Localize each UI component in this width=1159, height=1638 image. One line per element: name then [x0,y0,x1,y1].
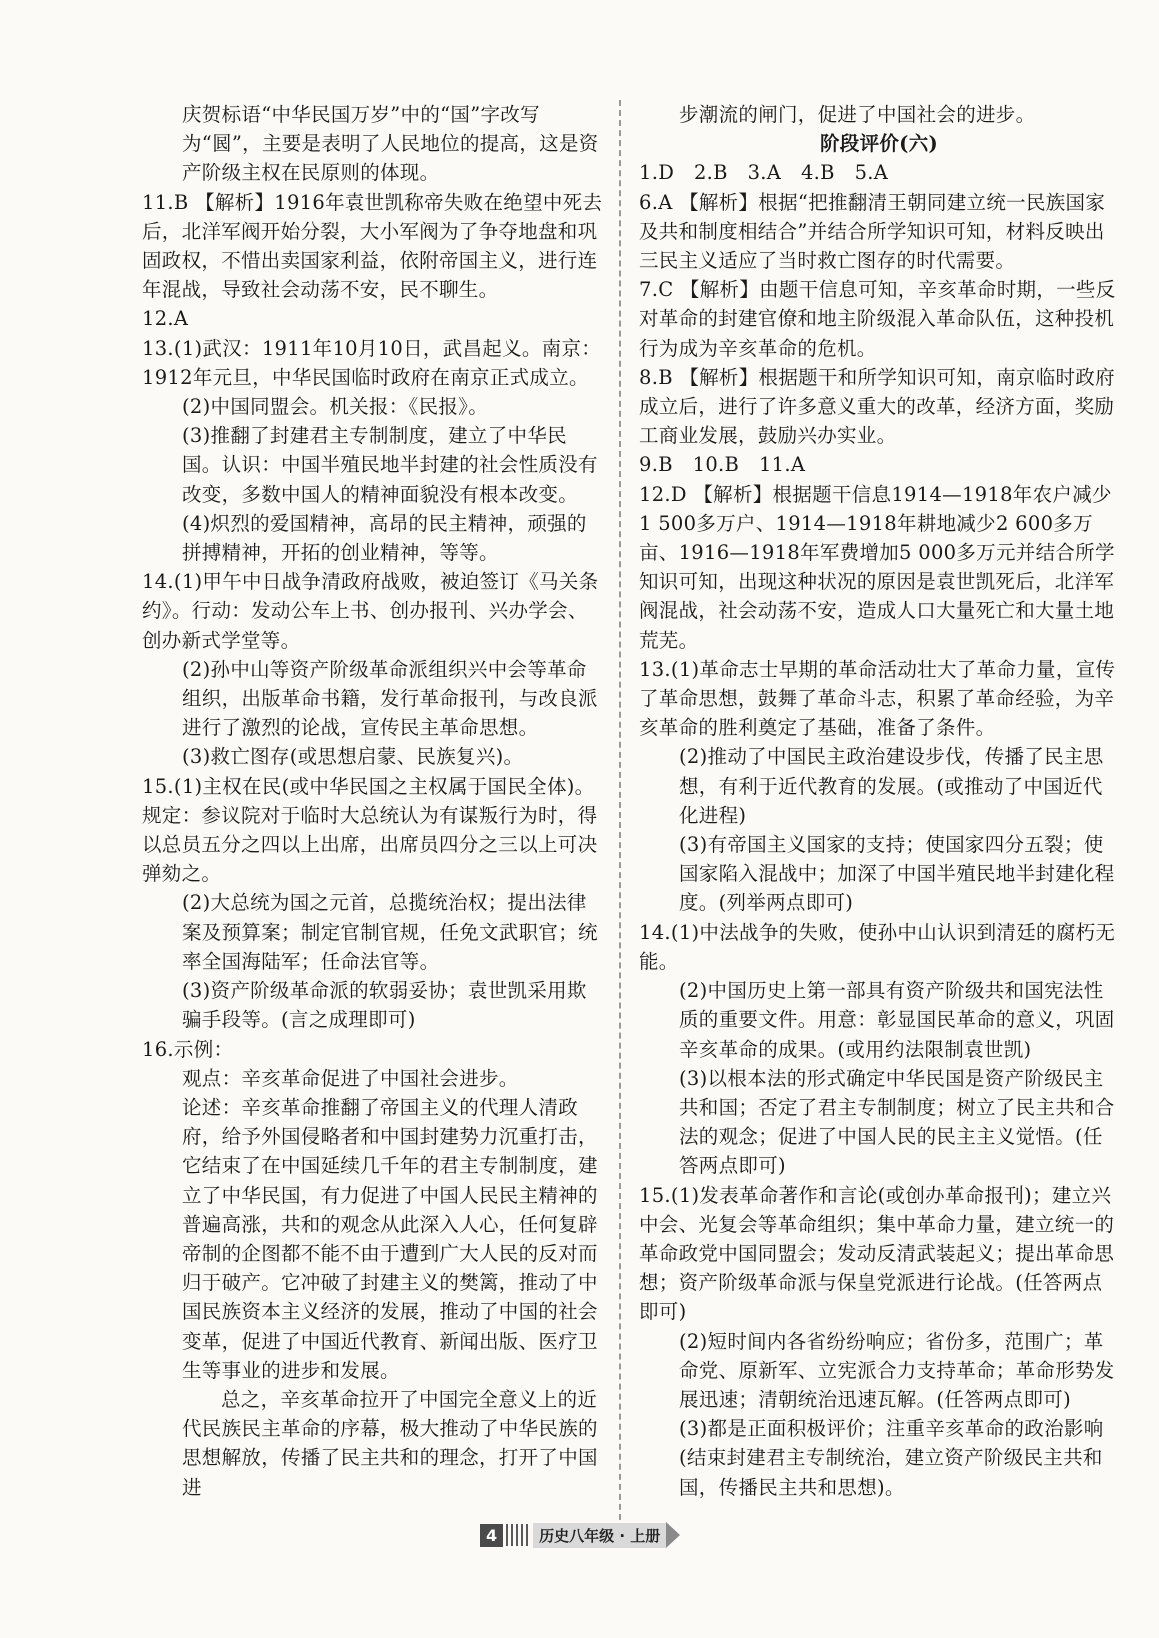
answer-paragraph: (3)都是正面积极评价；注重辛亥革命的政治影响(结束封建君主专制统治，建立资产阶级民主共和国，传播民主共和思想)。 [679,1417,1104,1499]
answer-paragraph: 8.B 【解析】根据题干和所学知识可知，南京临时政府成立后，进行了许多意义重大的改革，经济方面，奖励工商业发展，鼓励兴办实业。 [639,365,1115,448]
answer-paragraph: 总之，辛亥革命拉开了中国完全意义上的近代民族民主革命的序幕，极大推动了中华民族的思想解放，传播了民主共和的理念，打开了中国进 [182,1387,598,1499]
answer-paragraph: 6.A 【解析】根据“把推翻清王朝同建立统一民族国家及共和制度相结合”并结合所学知识可知，材料反映出三民主义适应了当时救亡图存的时代需要。 [639,190,1106,273]
answer-paragraph: 1.D 2.B 3.A 4.B 5.A [639,161,889,185]
answer-paragraph: (4)炽烈的爱国精神，高昂的民主精神，顽强的拼搏精神，开拓的创业精神，等等。 [182,511,587,565]
answer-paragraph: 12.D 【解析】根据题干信息1914—1918年农户减少1 500多万户、1914—1918年耕地减少2 600多万亩、1916—1918年军费增加5 000多万元并结合所学知识可知，出现这种状况的原因是袁世凯死后，北洋军阀混战，社会动荡不安，造成人口大量死亡和大量土地荒芜。 [639,482,1115,652]
answer-paragraph: 庆贺标语“中华民国万岁”中的“国”字改写为“囻”，主要是表明了人民地位的提高，这是资产阶级主权在民原则的体现。 [182,103,599,185]
answer-paragraph: (3)有帝国主义国家的支持；使国家四分五裂；使国家陷入混战中；加深了中国半殖民地半封建化程度。(列举两点即可) [679,833,1115,915]
answer-paragraph: 14.(1)甲午中日战争清政府战败，被迫签订《马关条约》。行动：发动公车上书、创办报刊、兴办学会、创办新式学堂等。 [142,570,599,652]
answer-paragraph: 步潮流的闸门，促进了中国社会的进步。 [679,103,1036,126]
answer-paragraph: (3)资产阶级革命派的软弱妥协；袁世凯采用欺骗手段等。(言之成理即可) [182,979,587,1032]
answer-paragraph: 13.(1)革命志士早期的革命活动壮大了革命力量，宣传了革命思想，鼓舞了革命斗志，积累了革命经验，为辛亥革命的胜利奠定了基础，准备了条件。 [639,657,1116,740]
answer-paragraph: (2)短时间内各省纷纷响应；省份多，范围广；革命党、原新军、立宪派合力支持革命；革命形势发展迅速；清朝统治迅速瓦解。(任答两点即可) [679,1329,1115,1411]
footer-stripes-decoration [506,1524,530,1546]
answer-paragraph: (2)中国历史上第一部具有资产阶级共和国宪法性质的重要文件。用意：彰显国民革命的意义，巩固辛亥革命的成果。(或用约法限制袁世凯) [679,979,1115,1061]
section-heading: 阶段评价(六) [819,132,939,156]
answer-paragraph: (2)大总统为国之元首，总揽统治权；提出法律案及预算案；制定官制官规，任免文武职官；统率全国海陆军；任命法官等。 [182,891,598,973]
page-number: 4 [480,1524,503,1547]
answer-paragraph: 15.(1)主权在民(或中华民国之主权属于国民全体)。规定：参议院对于临时大总统认为有谋叛行为时，得以总员五分之四以上出席，出席员四分之三以上可决弹劾之。 [142,774,598,886]
answer-paragraph: 15.(1)发表革命著作和言论(或创办革命报刊)；建立兴中会、光复会等革命组织；集中革命力量，建立统一的革命政党中国同盟会；发动反清武装起义；提出革命思想；资产阶级革命派与保皇党派进行论战。(任答两点即可) [639,1183,1115,1324]
answer-paragraph: 16.示例： [142,1037,234,1061]
answer-paragraph: 观点：辛亥革命促进了中国社会进步。 [182,1066,519,1090]
answer-paragraph: 13.(1)武汉：1911年10月10日，武昌起义。南京：1912年元旦，中华民国临时政府在南京正式成立。 [142,336,602,389]
page-footer [480,1522,680,1548]
answer-paragraph: 9.B 10.B 11.A [639,453,806,477]
answer-paragraph: (3)以根本法的形式确定中华民国是资产阶级民主共和国；否定了君主专制制度；树立了民主共和合法的观念；促进了中国人民的民主主义觉悟。(任答两点即可) [679,1066,1115,1178]
answer-paragraph: (3)推翻了封建君主专制制度，建立了中华民国。认识：中国半殖民地半封建的社会性质没有改变，多数中国人的精神面貌没有根本改变。 [182,424,598,506]
arrow-icon [666,1522,680,1548]
answer-paragraph: (2)孙中山等资产阶级革命派组织兴中会等革命组织，出版革命书籍，发行革命报刊，与改良派进行了激烈的论战，宣传民主革命思想。 [182,657,598,740]
right-column [639,100,1119,1502]
answer-paragraph: (3)救亡图存(或思想启蒙、民族复兴)。 [182,745,524,769]
answer-paragraph: 论述：辛亥革命推翻了帝国主义的代理人清政府，给予外国侵略者和中国封建势力沉重打击，它结束了在中国延续几千年的君主专制制度，建立了中华民国，有力促进了中国人民民主精神的普遍高涨，共和的观念从此深入人心，任何复辟帝制的企图都不能不由于遭到广大人民的反对而归于破产。它冲破了封建主义的樊篱，推动了中国民族资本主义经济的发展，推动了中国的社会变革，促进了中国近代教育、新闻出版、医疗卫生等事业的进步和发展。 [182,1095,598,1382]
answer-paragraph: 14.(1)中法战争的失败，使孙中山认识到清廷的腐朽无能。 [639,920,1116,973]
answer-paragraph: 11.B 【解析】1916年袁世凯称帝失败在绝望中死去后，北洋军阀开始分裂，大小军阀为了争夺地盘和巩固政权，不惜出卖国家利益，依附帝国主义，进行连年混战，导致社会动荡不安，民不聊生。 [142,190,603,302]
left-column [142,100,604,1502]
column-divider [619,100,621,1540]
answer-paragraph: 7.C 【解析】由题干信息可知，辛亥革命时期，一些反对革命的封建官僚和地主阶级混入革命队伍，这种投机行为成为辛亥革命的危机。 [639,278,1116,360]
answer-paragraph: 12.A [142,307,189,331]
answer-paragraph: (2)推动了中国民主政治建设步伐，传播了民主思想，有利于近代教育的发展。(或推动了中国近代化进程) [679,745,1104,827]
answer-paragraph: (2)中国同盟会。机关报：《民报》。 [182,395,489,419]
book-title: 历史八年级 · 上册 [533,1523,666,1548]
